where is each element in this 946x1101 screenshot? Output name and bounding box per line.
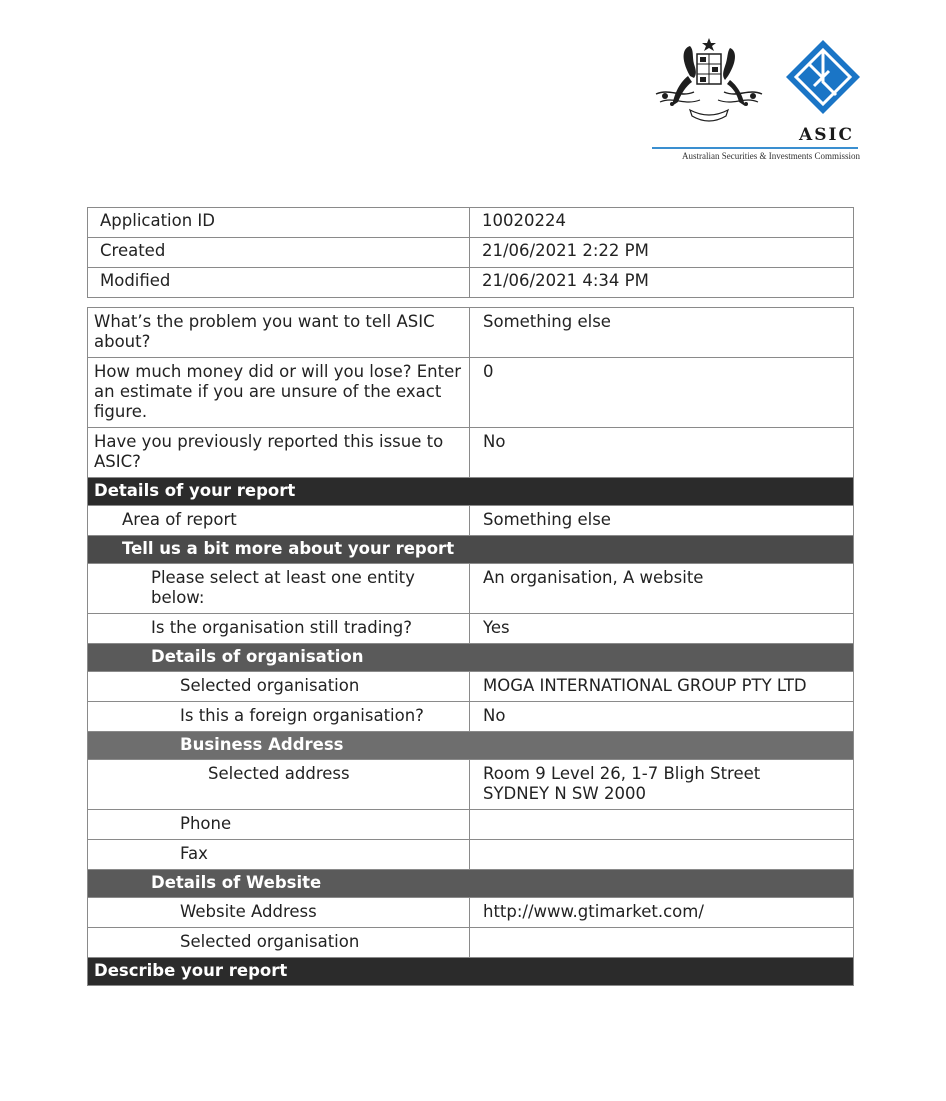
section-tell-us-more — [88, 536, 854, 564]
section-business-address — [88, 732, 854, 760]
field-value: An organisation, A website — [470, 564, 854, 614]
field-value — [470, 760, 854, 810]
application-meta-table — [87, 207, 854, 298]
question-value: No — [470, 428, 854, 478]
question-value: Something else — [470, 308, 854, 358]
question-row-money — [88, 358, 854, 428]
meta-row-modified — [88, 268, 854, 298]
field-row-fax — [88, 840, 854, 870]
question-label: Have you previously reported this issue to ASIC? — [88, 428, 470, 478]
field-value — [470, 840, 854, 870]
field-label: Is the organisation still trading? — [88, 614, 470, 644]
meta-row-created — [88, 238, 854, 268]
question-label: How much money did or will you lose? Enter an estimate if you are unsure of the exact figure. — [88, 358, 470, 428]
address-line-1: Room 9 Level 26, 1-7 Bligh Street — [483, 764, 761, 783]
section-details-of-website — [88, 870, 854, 898]
meta-label: Created — [88, 238, 470, 268]
section-heading: Business Address — [88, 732, 854, 760]
field-label: Please select at least one entity below: — [88, 564, 470, 614]
field-label: Area of report — [88, 506, 470, 536]
field-row-foreign — [88, 702, 854, 732]
field-label: Selected organisation — [88, 672, 470, 702]
section-describe-report — [88, 958, 854, 986]
field-row-phone — [88, 810, 854, 840]
meta-row-application-id — [88, 208, 854, 238]
field-label: Fax — [88, 840, 470, 870]
field-row-area-of-report — [88, 506, 854, 536]
meta-label: Application ID — [88, 208, 470, 238]
section-heading: Describe your report — [88, 958, 854, 986]
section-details-of-report — [88, 478, 854, 506]
asic-full-name: Australian Securities & Investments Commission — [682, 151, 860, 161]
coat-of-arms-icon — [650, 36, 768, 128]
question-value: 0 — [470, 358, 854, 428]
field-label: Selected organisation — [88, 928, 470, 958]
field-value — [470, 810, 854, 840]
asic-diamond-icon — [784, 38, 862, 116]
field-row-entity — [88, 564, 854, 614]
report-table — [87, 307, 854, 986]
field-row-selected-organisation — [88, 672, 854, 702]
section-heading: Tell us a bit more about your report — [88, 536, 854, 564]
asic-wordmark: ASIC — [799, 125, 854, 145]
logo-divider — [652, 147, 858, 149]
question-row-problem — [88, 308, 854, 358]
question-label: What’s the problem you want to tell ASIC about? — [88, 308, 470, 358]
field-label: Website Address — [88, 898, 470, 928]
field-row-selected-address — [88, 760, 854, 810]
field-label: Phone — [88, 810, 470, 840]
field-value: Yes — [470, 614, 854, 644]
section-heading: Details of Website — [88, 870, 854, 898]
meta-value: 21/06/2021 4:34 PM — [470, 268, 854, 298]
field-value: MOGA INTERNATIONAL GROUP PTY LTD — [470, 672, 854, 702]
meta-value: 10020224 — [470, 208, 854, 238]
field-value: No — [470, 702, 854, 732]
field-label: Selected address — [88, 760, 470, 810]
section-heading: Details of organisation — [88, 644, 854, 672]
field-row-website-address — [88, 898, 854, 928]
field-value: Something else — [470, 506, 854, 536]
section-heading: Details of your report — [88, 478, 854, 506]
question-row-previously-reported — [88, 428, 854, 478]
field-label: Is this a foreign organisation? — [88, 702, 470, 732]
address-line-2: SYDNEY N SW 2000 — [483, 784, 646, 803]
field-value: http://www.gtimarket.com/ — [470, 898, 854, 928]
field-row-website-selected-organisation — [88, 928, 854, 958]
field-row-still-trading — [88, 614, 854, 644]
meta-label: Modified — [88, 268, 470, 298]
section-details-of-organisation — [88, 644, 854, 672]
field-value — [470, 928, 854, 958]
meta-value: 21/06/2021 2:22 PM — [470, 238, 854, 268]
